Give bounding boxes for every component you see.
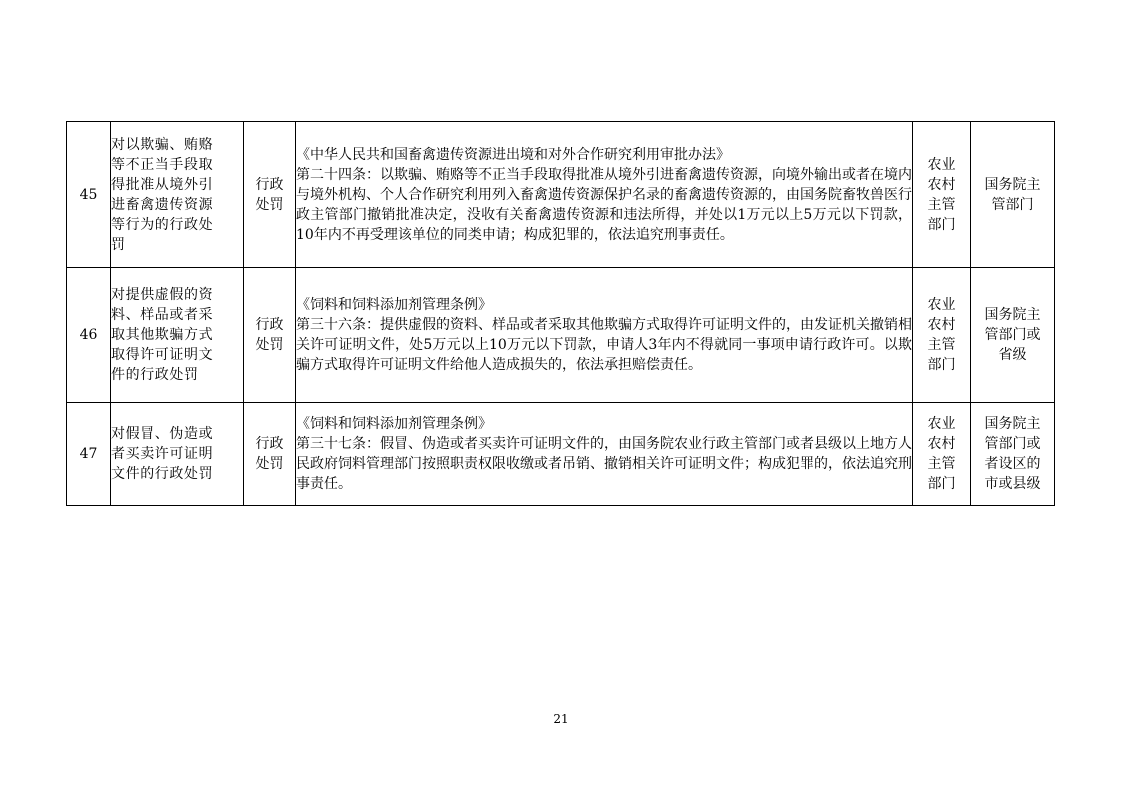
level-line: 管部门 <box>991 196 1034 213</box>
level-line: 国务院主 <box>984 307 1041 323</box>
item-name <box>111 268 244 403</box>
penalty-type-line: 处罚 <box>255 196 284 213</box>
item-name-line: 罚 <box>111 236 126 253</box>
item-name-line: 者买卖许可证明 <box>111 446 214 462</box>
item-name <box>111 122 244 268</box>
item-name-line: 对以欺骗、贿赂 <box>111 136 214 153</box>
department-line: 农村 <box>927 436 956 452</box>
table-row <box>67 268 1055 403</box>
level-line: 省级 <box>998 347 1027 363</box>
department-line: 主管 <box>927 196 956 213</box>
department-line: 农业 <box>927 297 956 313</box>
department-line: 农村 <box>927 317 956 333</box>
article-text: 第三十六条：提供虚假的资料、样品或者采取其他欺骗方式取得许可证明文件的，由发证机关撤销相关许可证明文件，处5万元以上10万元以下罚款，申请人3年内不得就同一事项申请行政许可。以欺骗方式取得许可证明文件给他人造成损失的，依法承担赔偿责任。 <box>296 317 912 373</box>
penalty-type-line: 处罚 <box>255 456 284 472</box>
law-title: 《饲料和饲料添加剂管理条例》 <box>296 416 492 432</box>
page-number: 21 <box>553 712 569 726</box>
legal-basis <box>296 268 913 403</box>
item-name-line: 料、样品或者采 <box>111 307 214 323</box>
legal-basis <box>296 403 913 506</box>
item-name-line: 等不正当手段取 <box>111 156 214 173</box>
department-line: 部门 <box>927 357 956 373</box>
department-line: 主管 <box>927 337 956 353</box>
responsible-department <box>913 403 971 506</box>
item-name-line: 进畜禽遗传资源 <box>111 196 214 213</box>
penalty-type <box>244 403 296 506</box>
department-line: 农业 <box>927 156 956 173</box>
responsible-department <box>913 268 971 403</box>
item-number: 46 <box>67 268 111 403</box>
item-name-line: 得批准从境外引 <box>111 176 214 193</box>
department-line: 部门 <box>927 216 956 233</box>
law-title: 《饲料和饲料添加剂管理条例》 <box>296 297 492 313</box>
table-row <box>67 403 1055 506</box>
item-name-line: 取得许可证明文 <box>111 347 214 363</box>
legal-basis <box>296 122 913 268</box>
item-name-line: 等行为的行政处 <box>111 216 214 233</box>
department-line: 部门 <box>927 476 956 492</box>
law-title: 《中华人民共和国畜禽遗传资源进出境和对外合作研究利用审批办法》 <box>296 146 730 163</box>
exercise-level <box>971 403 1055 506</box>
article-text: 第三十七条：假冒、伪造或者买卖许可证明文件的，由国务院农业行政主管部门或者县级以上地方人民政府饲料管理部门按照职责权限收缴或者吊销、撤销相关许可证明文件；构成犯罪的，依法追究刑事责任。 <box>296 436 912 492</box>
item-name-line: 取其他欺骗方式 <box>111 327 214 343</box>
table-body <box>67 122 1055 506</box>
level-line: 者设区的 <box>984 456 1041 472</box>
item-name <box>111 403 244 506</box>
penalty-type <box>244 122 296 268</box>
department-line: 农村 <box>927 176 956 193</box>
item-name-line: 文件的行政处罚 <box>111 466 214 482</box>
item-name-line: 对假冒、伪造或 <box>111 426 214 442</box>
penalty-type-line: 行政 <box>255 436 284 452</box>
level-line: 管部门或 <box>984 436 1041 452</box>
item-name-line: 件的行政处罚 <box>111 367 199 383</box>
item-name-line: 对提供虚假的资 <box>111 287 214 303</box>
penalty-table <box>66 121 1055 506</box>
exercise-level <box>971 122 1055 268</box>
exercise-level <box>971 268 1055 403</box>
responsible-department <box>913 122 971 268</box>
penalty-type-line: 行政 <box>255 317 284 333</box>
penalty-type <box>244 268 296 403</box>
item-number: 45 <box>67 122 111 268</box>
level-line: 国务院主 <box>984 416 1041 432</box>
level-line: 管部门或 <box>984 327 1041 343</box>
department-line: 农业 <box>927 416 956 432</box>
article-text: 第二十四条：以欺骗、贿赂等不正当手段取得批准从境外引进畜禽遗传资源，向境外输出或者在境内与境外机构、个人合作研究利用列入畜禽遗传资源保护名录的畜禽遗传资源的，由国务院畜牧兽医行政主管部门撤销批准决定，没收有关畜禽遗传资源和违法所得，并处以1万元以上5万元以下罚款，10年内不再受理该单位的同类申请；构成犯罪的，依法追究刑事责任。 <box>296 166 912 243</box>
table-row <box>67 122 1055 268</box>
penalty-type-line: 行政 <box>255 176 284 193</box>
department-line: 主管 <box>927 456 956 472</box>
penalty-type-line: 处罚 <box>255 337 284 353</box>
level-line: 国务院主 <box>984 176 1041 193</box>
item-number: 47 <box>67 403 111 506</box>
level-line: 市或县级 <box>984 476 1041 492</box>
